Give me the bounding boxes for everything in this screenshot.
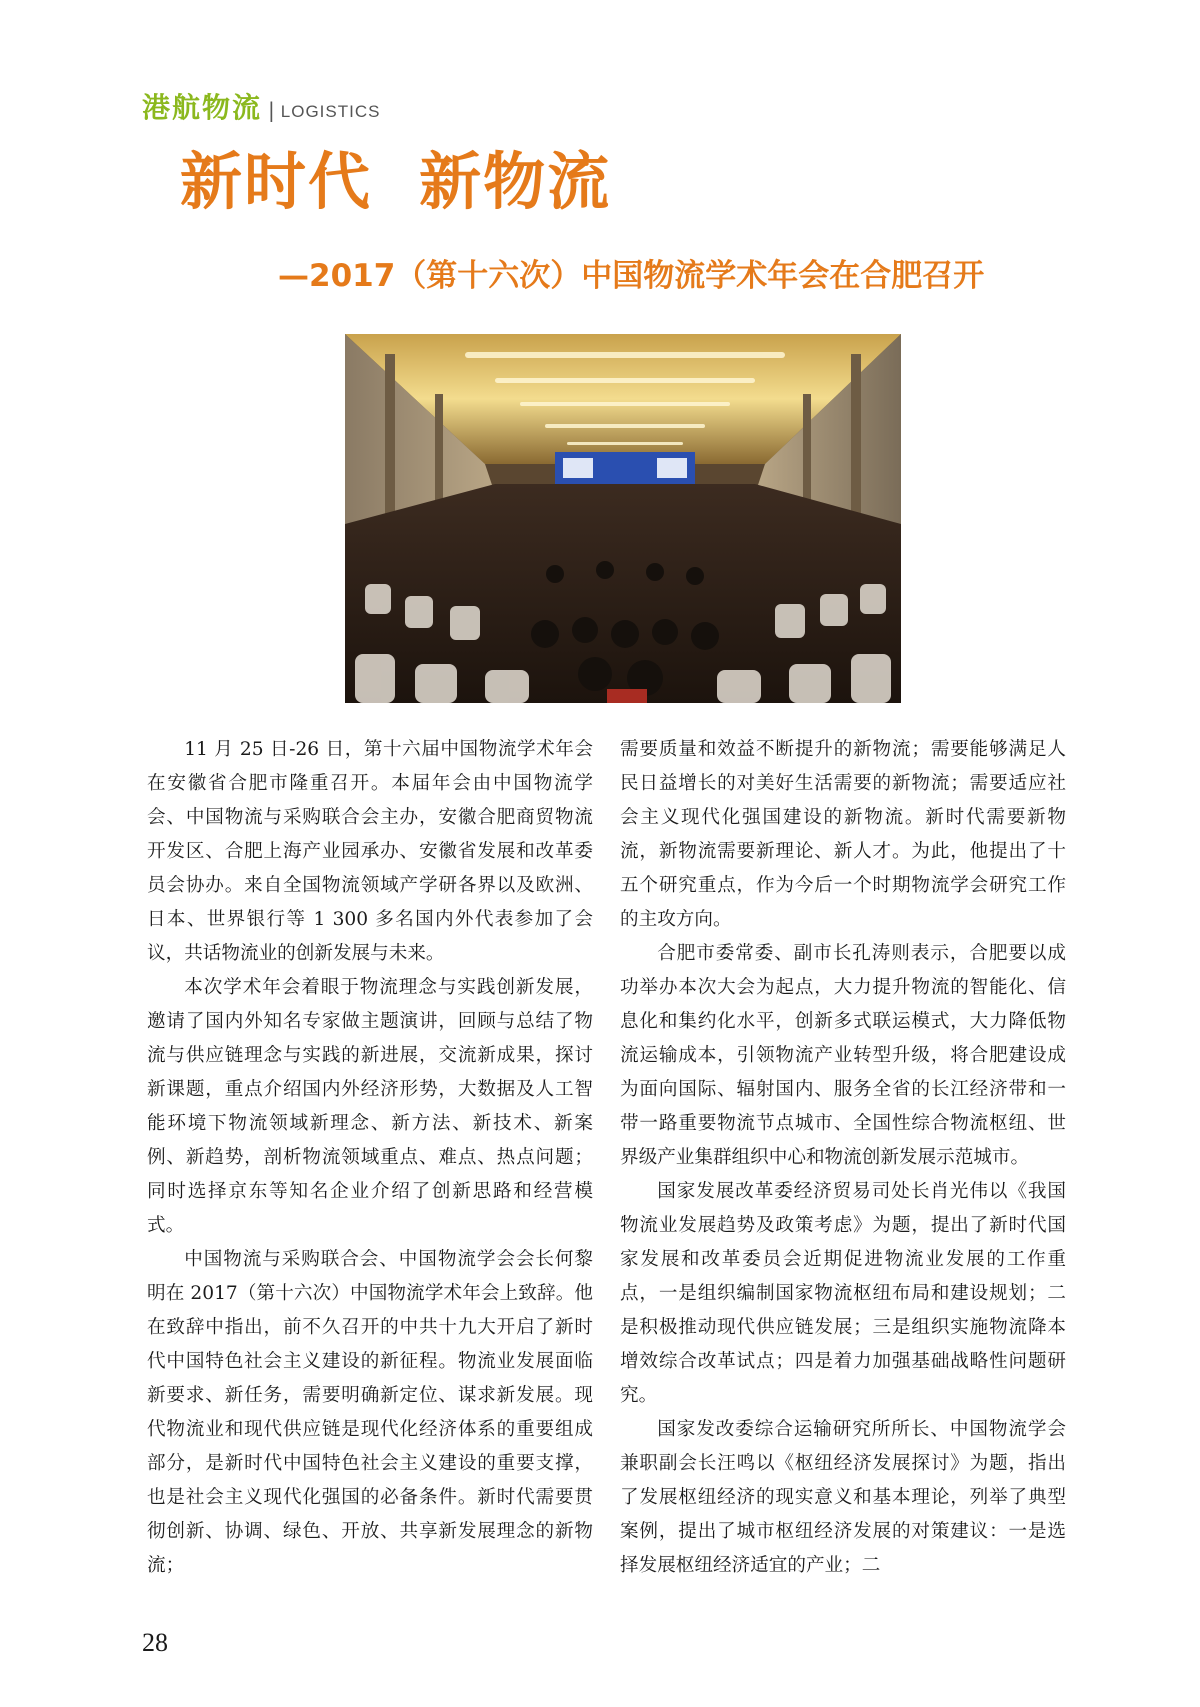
paragraph: 本次学术年会着眼于物流理念与实践创新发展，邀请了国内外知名专家做主题演讲，回顾与总结了物流与供应链理念与实践的新进展，交流新成果，探讨新课题，重点介绍国内外经济形势，大数据及人工智能环境下物流领域新理念、新方法、新技术、新案例、新趋势，剖析物流领域重点、难点、热点问题；同时选择京东等知名企业介绍了创新思路和经营模式。 [147, 977, 593, 1236]
section-separator: | [268, 98, 275, 122]
paragraph: 国家发改委综合运输研究所所长、中国物流学会兼职副会长汪鸣以《枢纽经济发展探讨》为题，指出了发展枢纽经济的现实意义和基本理论，列举了典型案例，提出了城市枢纽经济发展的对策建议：一是选择发展枢纽经济适宜的产业；二 [620, 1419, 1066, 1576]
paragraph-continued: 需要质量和效益不断提升的新物流；需要能够满足人民日益增长的对美好生活需要的新物流；需要适应社会主义现代化强国建设的新物流。新时代需要新物流，新物流需要新理论、新人才。为此，他提出了十五个研究重点，作为今后一个时期物流学会研究工作的主攻方向。 [620, 739, 1066, 930]
section-title-english: LOGISTICS [280, 102, 381, 121]
article-subtitle: —2017（第十六次）中国物流学术年会在合肥召开 [278, 258, 985, 294]
article-body-right-column [620, 733, 1066, 1583]
page-number: 28 [142, 1628, 168, 1657]
paragraph: 合肥市委常委、副市长孔涛则表示，合肥要以成功举办本次大会为起点，大力提升物流的智能化、信息化和集约化水平，创新多式联运模式，大力降低物流运输成本，引领物流产业转型升级，将合肥建设成为面向国际、辐射国内、服务全省的长江经济带和一带一路重要物流节点城市、全国性综合物流枢纽、世界级产业集群组织中心和物流创新发展示范城市。 [620, 943, 1066, 1168]
article-body-left-column [147, 733, 593, 1583]
article-title: 新时代 新物流 [180, 145, 612, 218]
section-title: 港航物流 [142, 91, 263, 124]
paragraph: 国家发展改革委经济贸易司处长肖光伟以《我国物流业发展趋势及政策考虑》为题，提出了新时代国家发展和改革委员会近期促进物流业发展的工作重点，一是组织编制国家物流枢纽布局和建设规划；二是积极推动现代供应链发展；三是组织实施物流降本增效综合改革试点；四是着力加强基础战略性问题研究。 [620, 1181, 1066, 1406]
conference-hall-photo [345, 334, 901, 703]
section-header [142, 86, 380, 126]
paragraph: 11 月 25 日-26 日，第十六届中国物流学术年会在安徽省合肥市隆重召开。本届年会由中国物流学会、中国物流与采购联合会主办，安徽合肥商贸物流开发区、合肥上海产业园承办、安徽省发展和改革委员会协办。来自全国物流领域产学研各界以及欧洲、日本、世界银行等 1 300 多名国内外代表参加了会议，共话物流业的创新发展与未来。 [147, 739, 593, 964]
paragraph: 中国物流与采购联合会、中国物流学会会长何黎明在 2017（第十六次）中国物流学术年会上致辞。他在致辞中指出，前不久召开的中共十九大开启了新时代中国特色社会主义建设的新征程。物流业发展面临新要求、新任务，需要明确新定位、谋求新发展。现代物流业和现代供应链是现代化经济体系的重要组成部分，是新时代中国特色社会主义建设的重要支撑，也是社会主义现代化强国的必备条件。新时代需要贯彻创新、协调、绿色、开放、共享新发展理念的新物流； [147, 1249, 593, 1576]
